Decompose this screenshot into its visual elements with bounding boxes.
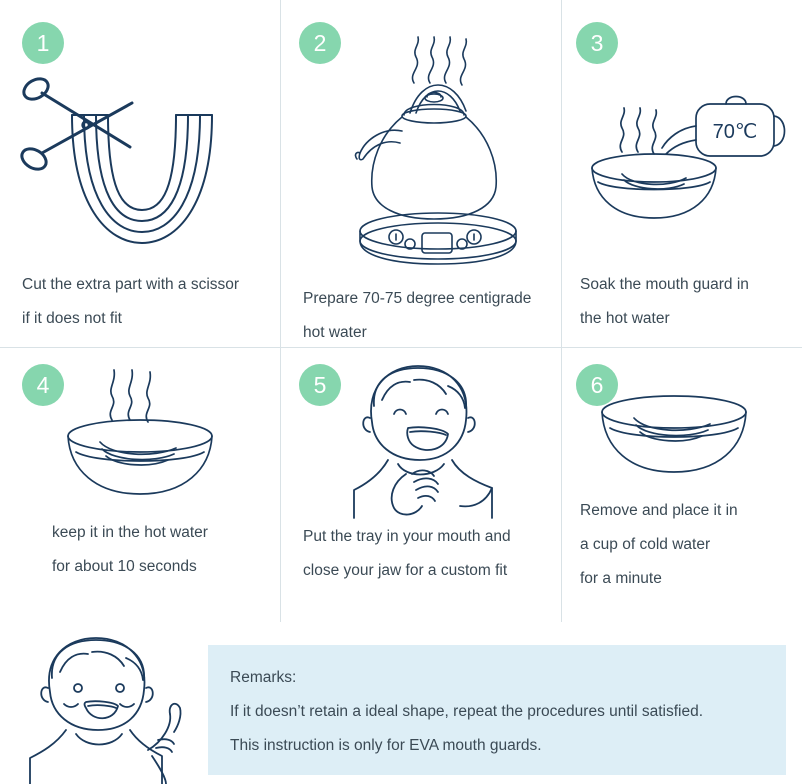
step-caption-line: Prepare 70-75 degree centigrade xyxy=(303,290,532,307)
step-caption-6 xyxy=(580,494,802,596)
step-caption-4 xyxy=(52,516,280,584)
step-caption-line: a cup of cold water xyxy=(580,536,711,553)
step-caption-3 xyxy=(580,268,802,336)
step-caption-line: if it does not fit xyxy=(22,310,122,327)
step-number-badge-5: 5 xyxy=(299,364,341,406)
step-cell-3 xyxy=(562,0,802,347)
mouthguard-in-hot-water-bowl-illustration xyxy=(50,358,240,518)
kettle-temperature-label: 70℃ xyxy=(712,121,758,143)
boy-pointing-illustration xyxy=(20,630,200,784)
step-number-badge-1: 1 xyxy=(22,22,64,64)
step-number-badge-6: 6 xyxy=(576,364,618,406)
scissors-cutting-mouthguard-illustration xyxy=(12,75,274,255)
kettle-pouring-into-bowl-illustration xyxy=(576,90,791,240)
remarks-line-2: This instruction is only for EVA mouth guards. xyxy=(230,737,542,754)
step-caption-line: for about 10 seconds xyxy=(52,558,197,575)
mouthguard-in-cold-water-bowl-illustration xyxy=(584,370,774,510)
step-caption-line: the hot water xyxy=(580,310,670,327)
step-caption-line: Soak the mouth guard in xyxy=(580,276,749,293)
step-caption-line: Cut the extra part with a scissor xyxy=(22,276,240,293)
step-caption-line: keep it in the hot water xyxy=(52,524,208,541)
step-caption-line: hot water xyxy=(303,324,367,341)
step-caption-5 xyxy=(303,520,561,588)
step-cell-4 xyxy=(0,348,280,622)
boy-biting-tray-illustration xyxy=(336,356,521,521)
remarks-box xyxy=(208,645,786,775)
step-number-badge-3: 3 xyxy=(576,22,618,64)
step-cell-1 xyxy=(0,0,280,347)
kettle-on-stove-illustration xyxy=(326,35,551,270)
step-cell-2 xyxy=(281,0,561,347)
step-caption-2 xyxy=(303,282,561,347)
step-caption-1 xyxy=(22,268,280,336)
step-caption-line: Remove and place it in xyxy=(580,502,738,519)
step-cell-5 xyxy=(281,348,561,622)
step-number-badge-2: 2 xyxy=(299,22,341,64)
step-caption-line: for a minute xyxy=(580,570,662,587)
remarks-line-1: If it doesn’t retain a ideal shape, repeat the procedures until satisfied. xyxy=(230,703,704,720)
step-number-badge-4: 4 xyxy=(22,364,64,406)
step-caption-line: Put the tray in your mouth and xyxy=(303,528,511,545)
step-cell-6 xyxy=(562,348,802,622)
remarks-title: Remarks: xyxy=(230,669,297,686)
step-caption-line: close your jaw for a custom fit xyxy=(303,562,508,579)
